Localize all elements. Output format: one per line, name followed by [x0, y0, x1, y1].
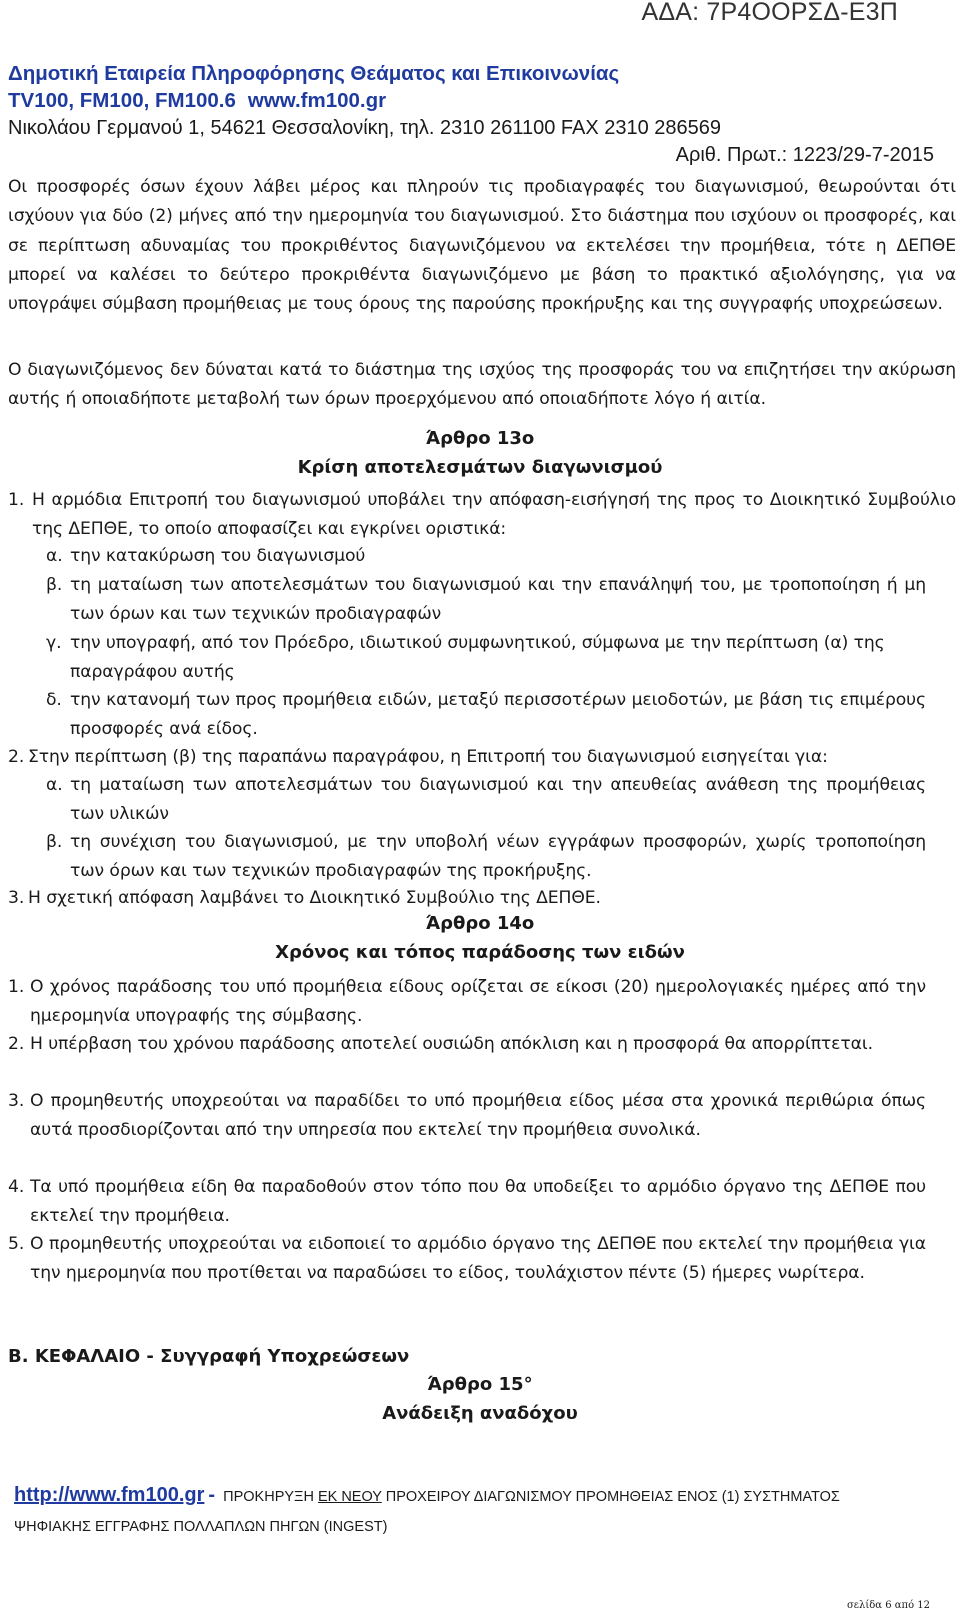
- sub-item-letter: α.: [46, 546, 63, 566]
- sub-item-text: τη συνέχιση του διαγωνισμού, με την υποβολή νέων εγγράφων προσφορών, χωρίς τροποποίηση των όρων και των τεχνικών προδιαγραφών της προκήρυξης.: [70, 832, 926, 882]
- footer-dash: -: [208, 1484, 216, 1506]
- sub-item-text: την κατακύρωση του διαγωνισμού: [70, 546, 366, 566]
- chapter-title: Β. ΚΕΦΑΛΑΙΟ - Συγγραφή Υποχρεώσεων: [8, 1346, 410, 1367]
- list-item-number: 3.: [8, 888, 25, 908]
- list-item-text: Η υπέρβαση του χρόνου παράδοσης αποτελεί ουσιώδη απόκλιση και η προσφορά θα απορρίπτεται.: [30, 1034, 873, 1054]
- sub-list-item: [46, 828, 926, 887]
- article-14-title: Άρθρο 14ο: [425, 913, 535, 934]
- organization-address: Νικολάου Γερμανού 1, 54621 Θεσσαλονίκη, τηλ. 2310 261100 FAX 2310 286569: [8, 117, 722, 139]
- channels-text: TV100, FM100, FM100.6: [8, 89, 236, 112]
- list-item: [8, 1087, 926, 1146]
- sub-list-item: [46, 629, 926, 688]
- organization-url[interactable]: www.fm100.gr: [247, 89, 387, 112]
- sub-item-letter: γ.: [46, 633, 62, 653]
- list-item: [8, 1173, 926, 1232]
- list-item-text: Η σχετική απόφαση λαμβάνει το Διοικητικό Συμβούλιο της ΔΕΠΘΕ.: [28, 888, 601, 908]
- list-item-text: Ο χρόνος παράδοσης του υπό προμήθεια είδους ορίζεται σε είκοσι (20) ημερολογιακές ημέρες από την ημερομηνία υπογραφής της σύμβασης.: [30, 977, 926, 1027]
- list-item-text: Ο προμηθευτής υποχρεούται να παραδίδει το υπό προμήθεια είδος μέσα στα χρονικά περιθώρια όπως αυτά προσδιορίζονται από την υπηρεσία που εκτελεί την προμήθεια συνολικά.: [30, 1091, 926, 1141]
- sub-item-letter: δ.: [46, 690, 62, 710]
- article-15-title: Άρθρο 15°: [427, 1374, 533, 1395]
- sub-item-letter: α.: [46, 775, 63, 795]
- list-item: [8, 884, 956, 913]
- protocol-number: Αριθ. Πρωτ.: 1223/29-7-2015: [675, 144, 934, 166]
- sub-item-text: την κατανομή των προς προμήθεια ειδών, μεταξύ περισσοτέρων μειοδοτών, με βάση τις επιμέρους προσφορές ανά είδος.: [70, 690, 926, 740]
- list-item-text: Στην περίπτωση (β) της παραπάνω παραγράφου, η Επιτροπή του διαγωνισμού εισηγείται για:: [28, 747, 828, 767]
- list-item-text: Ο προμηθευτής υποχρεούται να ειδοποιεί το αρμόδιο όργανο της ΔΕΠΘΕ που εκτελεί την προμήθεια για την ημερομηνία που προτίθεται να παραδώσει το είδος, τουλάχιστον πέντε (5) ήμερες νωρίτερα.: [30, 1234, 926, 1284]
- sub-item-letter: β.: [46, 832, 63, 852]
- list-item-text: Τα υπό προμήθεια είδη θα παραδοθούν στον τόπο που θα υποδείξει το αρμόδιο όργανο της ΔΕΠΘΕ που εκτελεί την προμήθεια.: [30, 1177, 926, 1227]
- list-item-number: 1.: [8, 977, 25, 997]
- footer-line-2: ΨΗΦΙΑΚΗΣ ΕΓΓΡΑΦΗΣ ΠΟΛΛΑΠΛΩΝ ΠΗΓΩΝ (INGEST): [14, 1519, 388, 1535]
- list-item: [8, 973, 926, 1032]
- sub-list-item: [46, 686, 926, 745]
- organization-name: Δημοτική Εταιρεία Πληροφόρησης Θεάματος και Επικοινωνίας: [8, 62, 620, 85]
- footer-text-a: ΠΡΟΚΗΡΥΞΗ: [223, 1489, 314, 1505]
- list-item-number: 5.: [8, 1234, 25, 1254]
- sub-list-item: [46, 771, 926, 830]
- list-item: [8, 1230, 926, 1289]
- page-number: σελίδα 6 από 12: [846, 1600, 930, 1611]
- paragraph-offer-validity: Οι προσφορές όσων έχουν λάβει μέρος και πληρούν τις προδιαγραφές του διαγωνισμού, θεωρούνται ότι ισχύουν για δύο (2) μήνες από την ημερομηνία του διαγωνισμού. Στο διάστημα που ισχύουν οι προσφορές, και σε περίπτωση αδυναμίας του προκριθέντος διαγωνιζόμενου να εκτελέσει την προμήθεια, τότε η ΔΕΠΘΕ μπορεί να καλέσει το δεύτερο προκριθέντα διαγωνιζόμενο με βάση το πρακτικό αξιολόγησης, για να υπογράψει σύμβαση προμήθειας με τους όρους της παρούσης προκήρυξης και της συγγραφής υποχρεώσεων.: [8, 177, 956, 315]
- footer-link[interactable]: http://www.fm100.gr: [14, 1484, 205, 1506]
- ada-code: ΑΔΑ: 7Ρ4ΟΟΡΣΔ-Ε3Π: [641, 0, 898, 26]
- list-item: [8, 486, 956, 545]
- article-14-subtitle: Χρόνος και τόπος παράδοσης των ειδών: [275, 942, 685, 963]
- list-item-text: Η αρμόδια Επιτροπή του διαγωνισμού υποβάλει την απόφαση-εισήγησή της προς το Διοικητικό Συμβούλιο της ΔΕΠΘΕ, το οποίο αποφασίζει και εγκρίνει οριστικά:: [32, 490, 956, 540]
- sub-item-text: τη ματαίωση των αποτελεσμάτων του διαγωνισμού και την επανάληψή του, με τροποποίηση ή μη των όρων και των τεχνικών προδιαγραφών: [70, 575, 926, 625]
- footer: [14, 1484, 954, 1507]
- footer-text-underlined: ΕΚ ΝΕΟΥ: [317, 1489, 382, 1505]
- paragraph-no-cancellation: Ο διαγωνιζόμενος δεν δύναται κατά το διάστημα της ισχύος της προσφοράς του να επιζητήσει την ακύρωση αυτής ή οποιαδήποτε μεταβολή των όρων προερχόμενου από οποιαδήποτε λόγο ή αιτία.: [8, 360, 956, 410]
- sub-item-text: την υπογραφή, από τον Πρόεδρο, ιδιωτικού συμφωνητικού, σύμφωνα με την περίπτωση (α) της παραγράφου αυτής: [70, 633, 885, 683]
- sub-item-letter: β.: [46, 575, 63, 595]
- list-item: [8, 1030, 926, 1059]
- list-item: [8, 743, 956, 772]
- list-item-number: 4.: [8, 1177, 25, 1197]
- organization-channels: [8, 89, 386, 113]
- sub-list-item: [46, 542, 956, 571]
- article-15-subtitle: Ανάδειξη αναδόχου: [382, 1403, 578, 1424]
- list-item-number: 2.: [8, 747, 25, 767]
- list-item-number: 1.: [8, 490, 25, 510]
- sub-list-item: [46, 571, 926, 630]
- list-item-number: 2.: [8, 1034, 25, 1054]
- sub-item-text: τη ματαίωση των αποτελεσμάτων του διαγωνισμού και την απευθείας ανάθεση της προμήθειας των υλικών: [70, 775, 926, 825]
- footer-text-b: ΠΡΟΧΕΙΡΟΥ ΔΙΑΓΩΝΙΣΜΟΥ ΠΡΟΜΗΘΕΙΑΣ ΕΝΟΣ (1) ΣΥΣΤΗΜΑΤΟΣ: [385, 1489, 840, 1505]
- article-13-subtitle: Κρίση αποτελεσμάτων διαγωνισμού: [297, 457, 663, 478]
- list-item-number: 3.: [8, 1091, 25, 1111]
- article-13-title: Άρθρο 13ο: [425, 428, 535, 449]
